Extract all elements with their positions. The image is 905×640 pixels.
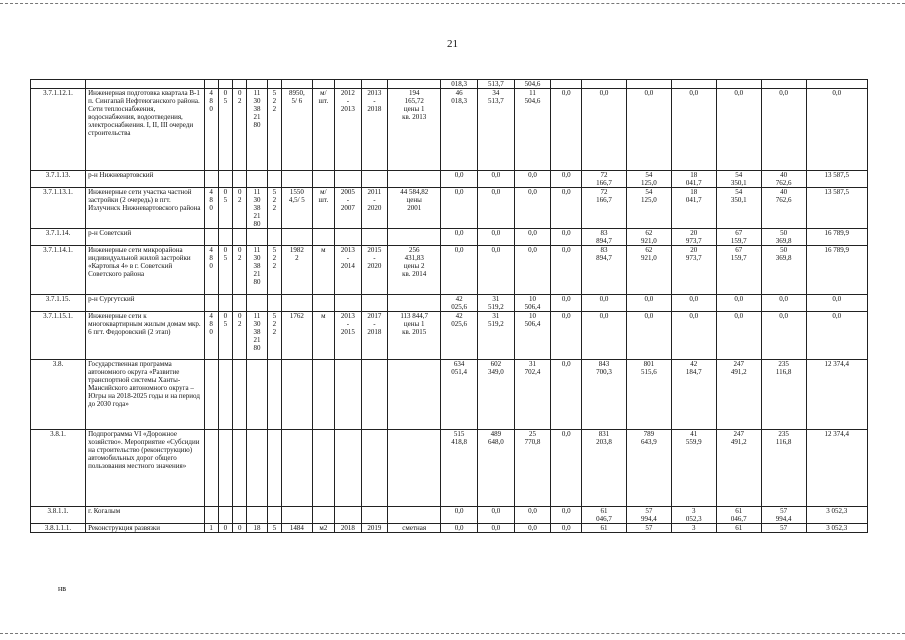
total-2019: 0,0 (582, 89, 627, 171)
col-mark-2 (218, 80, 232, 89)
budget-ao: 0,0 (477, 188, 514, 229)
total-2019: 72 166,7 (582, 188, 627, 229)
col-estimate: 44 584,82 цены 2001 (388, 188, 441, 229)
row-code: 3.7.1.14. (31, 229, 86, 246)
col-mark-3 (233, 430, 247, 507)
col-mark-2 (218, 229, 232, 246)
col-estimate: 113 844,7 цены 1 кв. 2015 (388, 312, 441, 360)
other-sources: 0,0 (551, 524, 582, 533)
col-mark-1 (204, 80, 218, 89)
ao-2019: 54 125,0 (626, 188, 671, 229)
col-type (267, 171, 281, 188)
footer-mark: нв (58, 584, 67, 593)
total-2020: 61 046,7 (716, 507, 761, 524)
budget-table (30, 79, 868, 533)
col-code: 18 (247, 524, 267, 533)
col-mark-1 (204, 360, 218, 430)
row-name: Реконструкция развязки (86, 524, 204, 533)
other-sources: 0,0 (551, 360, 582, 430)
col-mark-1 (204, 229, 218, 246)
col-mark-3: 0 2 (233, 246, 247, 295)
budget-mo: 11 504,6 (514, 89, 551, 171)
col-capacity (282, 295, 313, 312)
total-2019: 83 894,7 (582, 229, 627, 246)
table-row (31, 188, 868, 229)
ao-2020: 235 116,8 (761, 430, 806, 507)
col-code: 11 30 38 21 80 (247, 246, 267, 295)
col-mark-2 (218, 430, 232, 507)
col-code (247, 507, 267, 524)
col-unit (312, 229, 334, 246)
other-sources: 0,0 (551, 246, 582, 295)
mo-2020: 13 587,5 (806, 188, 867, 229)
col-end (361, 360, 388, 430)
top-scan-edge (0, 3, 905, 4)
row-name: Подпрограмма VI «Дорожное хозяйство». Мероприятие «Субсидии на строительство (реконструкцию) автомобильных дорог общего пользования местного значения» (86, 430, 204, 507)
table-row (31, 246, 868, 295)
total-2019: 831 203,8 (582, 430, 627, 507)
col-end (361, 295, 388, 312)
col-capacity (282, 171, 313, 188)
col-start (335, 430, 362, 507)
col-unit: м/ шт. (312, 89, 334, 171)
row-name: Инженерная подготовка квартала В-1 п. Сингапай Нефтеюганского района. Сети теплоснабжения, водоснабжения, водоотведения, электроснабжения. I, II, III очереди строительства (86, 89, 204, 171)
ao-2020: 235 116,8 (761, 360, 806, 430)
col-type (267, 360, 281, 430)
col-unit (312, 171, 334, 188)
row-code: 3.8.1. (31, 430, 86, 507)
row-code: 3.7.1.13.1. (31, 188, 86, 229)
col-estimate: 256 431,83 цены 2 кв. 2014 (388, 246, 441, 295)
col-code (247, 360, 267, 430)
col-code (247, 171, 267, 188)
total-2020: 67 159,7 (716, 229, 761, 246)
col-unit: м2 (312, 524, 334, 533)
total-cost: 0,0 (441, 188, 478, 229)
budget-ao: 0,0 (477, 524, 514, 533)
col-type: 5 2 2 (267, 246, 281, 295)
budget-ao: 513,7 (477, 80, 514, 89)
col-mark-3: 0 2 (233, 312, 247, 360)
ao-2020: 50 369,8 (761, 246, 806, 295)
col-end: 2013 - 2018 (361, 89, 388, 171)
col-type (267, 295, 281, 312)
col-mark-2: 0 5 (218, 89, 232, 171)
total-2019: 0,0 (582, 312, 627, 360)
col-estimate: сметная (388, 524, 441, 533)
col-capacity (282, 430, 313, 507)
col-mark-3: 0 2 (233, 188, 247, 229)
ao-2019: 54 125,0 (626, 171, 671, 188)
budget-ao: 0,0 (477, 246, 514, 295)
budget-ao: 31 519,2 (477, 312, 514, 360)
col-unit: м/ шт. (312, 188, 334, 229)
mo-2019: 20 973,7 (671, 246, 716, 295)
mo-2019: 42 184,7 (671, 360, 716, 430)
budget-mo: 504,6 (514, 80, 551, 89)
col-mark-1 (204, 295, 218, 312)
col-mark-1: 4 8 0 (204, 188, 218, 229)
other-sources: 0,0 (551, 171, 582, 188)
col-start: 2012 - 2013 (335, 89, 362, 171)
col-start (335, 507, 362, 524)
row-name: Инженерные сети к многоквартирным жилым домам мкр. 6 пгт. Федоровский (2 этап) (86, 312, 204, 360)
total-2019: 61 046,7 (582, 507, 627, 524)
total-cost: 42 025,6 (441, 295, 478, 312)
total-2020: 247 491,2 (716, 360, 761, 430)
col-start (335, 360, 362, 430)
col-start: 2005 - 2007 (335, 188, 362, 229)
total-2019: 0,0 (582, 295, 627, 312)
total-cost: 0,0 (441, 171, 478, 188)
col-type (267, 507, 281, 524)
mo-2019: 3 (671, 524, 716, 533)
table-row (31, 229, 868, 246)
col-mark-2: 0 5 (218, 188, 232, 229)
row-code: 3.7.1.12.1. (31, 89, 86, 171)
col-unit (312, 80, 334, 89)
col-start: 2013 - 2015 (335, 312, 362, 360)
col-code: 11 30 38 21 80 (247, 89, 267, 171)
mo-2020: 0,0 (806, 312, 867, 360)
col-capacity (282, 229, 313, 246)
ao-2019: 0,0 (626, 312, 671, 360)
col-type: 5 2 2 (267, 89, 281, 171)
col-end (361, 430, 388, 507)
mo-2020: 12 374,4 (806, 360, 867, 430)
col-mark-3: 0 2 (233, 89, 247, 171)
total-2020: 0,0 (716, 89, 761, 171)
other-sources: 0,0 (551, 507, 582, 524)
col-mark-1 (204, 430, 218, 507)
col-estimate (388, 507, 441, 524)
mo-2019: 41 559,9 (671, 430, 716, 507)
col-mark-1: 4 8 0 (204, 89, 218, 171)
table-row (31, 80, 868, 89)
mo-2020: 0,0 (806, 89, 867, 171)
col-start (335, 295, 362, 312)
table-row (31, 89, 868, 171)
col-mark-1 (204, 171, 218, 188)
budget-mo: 31 702,4 (514, 360, 551, 430)
col-estimate: 194 165,72 цены 1 кв. 2013 (388, 89, 441, 171)
budget-mo: 0,0 (514, 524, 551, 533)
total-cost: 515 418,8 (441, 430, 478, 507)
col-mark-1: 4 8 0 (204, 246, 218, 295)
col-end: 2017 - 2018 (361, 312, 388, 360)
col-unit: м (312, 246, 334, 295)
budget-mo: 0,0 (514, 229, 551, 246)
mo-2019: 0,0 (671, 89, 716, 171)
row-code: 3.7.1.14.1. (31, 246, 86, 295)
ao-2019: 801 515,6 (626, 360, 671, 430)
other-sources: 0,0 (551, 229, 582, 246)
budget-mo: 25 770,8 (514, 430, 551, 507)
table-row (31, 171, 868, 188)
ao-2019 (626, 80, 671, 89)
col-end: 2011 - 2020 (361, 188, 388, 229)
total-2019: 61 (582, 524, 627, 533)
col-estimate (388, 430, 441, 507)
ao-2019: 57 (626, 524, 671, 533)
row-code: 3.7.1.15. (31, 295, 86, 312)
row-name: р-н Нижневартовский (86, 171, 204, 188)
total-cost: 018,3 (441, 80, 478, 89)
total-cost: 0,0 (441, 246, 478, 295)
col-mark-2: 0 5 (218, 312, 232, 360)
col-capacity: 1550 4,5/ 5 (282, 188, 313, 229)
total-2020: 67 159,7 (716, 246, 761, 295)
mo-2020: 3 052,3 (806, 507, 867, 524)
total-cost: 0,0 (441, 507, 478, 524)
ao-2019: 57 994,4 (626, 507, 671, 524)
mo-2020: 16 789,9 (806, 246, 867, 295)
col-mark-2 (218, 507, 232, 524)
col-mark-2: 0 5 (218, 246, 232, 295)
col-mark-3 (233, 229, 247, 246)
table-row (31, 507, 868, 524)
budget-mo: 0,0 (514, 246, 551, 295)
budget-ao: 0,0 (477, 507, 514, 524)
other-sources: 0,0 (551, 295, 582, 312)
total-2019: 83 894,7 (582, 246, 627, 295)
col-mark-1: 1 (204, 524, 218, 533)
ao-2020: 0,0 (761, 89, 806, 171)
page-number: 21 (447, 38, 458, 50)
budget-mo: 10 506,4 (514, 295, 551, 312)
budget-ao: 31 519,2 (477, 295, 514, 312)
mo-2019: 0,0 (671, 295, 716, 312)
mo-2019: 18 041,7 (671, 171, 716, 188)
row-code: 3.8.1.1. (31, 507, 86, 524)
total-2020: 54 350,1 (716, 171, 761, 188)
budget-mo: 0,0 (514, 507, 551, 524)
row-code: 3.8. (31, 360, 86, 430)
budget-ao: 489 648,0 (477, 430, 514, 507)
table-row (31, 524, 868, 533)
row-code: 3.7.1.15.1. (31, 312, 86, 360)
col-capacity: 8950, 5/ 6 (282, 89, 313, 171)
total-cost: 0,0 (441, 524, 478, 533)
col-mark-1 (204, 507, 218, 524)
budget-mo: 0,0 (514, 188, 551, 229)
col-mark-3 (233, 80, 247, 89)
row-name: р-н Советский (86, 229, 204, 246)
budget-ao: 0,0 (477, 229, 514, 246)
mo-2020: 12 374,4 (806, 430, 867, 507)
budget-mo: 10 506,4 (514, 312, 551, 360)
ao-2019: 0,0 (626, 295, 671, 312)
col-capacity (282, 507, 313, 524)
ao-2020: 50 369,8 (761, 229, 806, 246)
col-mark-3: 0 (233, 524, 247, 533)
col-mark-2: 0 (218, 524, 232, 533)
total-2019 (582, 80, 627, 89)
col-estimate (388, 171, 441, 188)
col-type (267, 430, 281, 507)
col-capacity: 1762 (282, 312, 313, 360)
col-mark-3 (233, 360, 247, 430)
col-mark-2 (218, 360, 232, 430)
col-type: 5 (267, 524, 281, 533)
mo-2019: 20 973,7 (671, 229, 716, 246)
col-mark-1: 4 8 0 (204, 312, 218, 360)
row-name: Инженерные сети участка частной застройки (2 очередь) в пгт. Излучинск Нижневартовского района (86, 188, 204, 229)
col-mark-2 (218, 171, 232, 188)
total-2019: 72 166,7 (582, 171, 627, 188)
col-unit (312, 295, 334, 312)
ao-2019: 789 643,9 (626, 430, 671, 507)
col-unit (312, 360, 334, 430)
total-2020: 54 350,1 (716, 188, 761, 229)
col-estimate (388, 360, 441, 430)
mo-2019: 0,0 (671, 312, 716, 360)
col-start: 2018 (335, 524, 362, 533)
total-cost: 634 051,4 (441, 360, 478, 430)
row-name: г. Когалым (86, 507, 204, 524)
mo-2020: 0,0 (806, 295, 867, 312)
other-sources: 0,0 (551, 89, 582, 171)
other-sources: 0,0 (551, 430, 582, 507)
table-row (31, 360, 868, 430)
ao-2019: 62 921,0 (626, 246, 671, 295)
col-code: 11 30 38 21 80 (247, 188, 267, 229)
table-row (31, 430, 868, 507)
table-row (31, 312, 868, 360)
col-mark-2 (218, 295, 232, 312)
row-code: 3.7.1.13. (31, 171, 86, 188)
total-cost: 46 018,3 (441, 89, 478, 171)
col-capacity: 1982 2 (282, 246, 313, 295)
col-mark-3 (233, 507, 247, 524)
col-estimate (388, 80, 441, 89)
mo-2020: 3 052,3 (806, 524, 867, 533)
ao-2019: 0,0 (626, 89, 671, 171)
col-start (335, 80, 362, 89)
ao-2020 (761, 80, 806, 89)
total-2020 (716, 80, 761, 89)
col-capacity (282, 360, 313, 430)
ao-2020: 0,0 (761, 312, 806, 360)
row-code: 3.8.1.1.1. (31, 524, 86, 533)
col-capacity: 1484 (282, 524, 313, 533)
ao-2020: 40 762,6 (761, 188, 806, 229)
col-end: 2015 - 2020 (361, 246, 388, 295)
mo-2019: 18 041,7 (671, 188, 716, 229)
total-2020: 61 (716, 524, 761, 533)
mo-2020 (806, 80, 867, 89)
col-end (361, 229, 388, 246)
row-name: р-н Сургутский (86, 295, 204, 312)
total-2020: 0,0 (716, 295, 761, 312)
col-type: 5 2 2 (267, 188, 281, 229)
mo-2019: 3 052,3 (671, 507, 716, 524)
col-type: 5 2 2 (267, 312, 281, 360)
col-type (267, 80, 281, 89)
col-code (247, 229, 267, 246)
row-name: Государственная программа автономного округа «Развитие транспортной системы Ханты-Мансийского автономного округа – Югры на 2018-2025 годы и на период до 2030 года» (86, 360, 204, 430)
col-unit: м (312, 312, 334, 360)
col-start (335, 229, 362, 246)
row-code (31, 80, 86, 89)
bottom-scan-edge (0, 633, 905, 634)
mo-2020: 16 789,9 (806, 229, 867, 246)
col-start: 2013 - 2014 (335, 246, 362, 295)
ao-2020: 57 994,4 (761, 507, 806, 524)
col-code (247, 80, 267, 89)
ao-2019: 62 921,0 (626, 229, 671, 246)
total-cost: 0,0 (441, 229, 478, 246)
col-end (361, 507, 388, 524)
col-code (247, 430, 267, 507)
total-2020: 247 491,2 (716, 430, 761, 507)
other-sources (551, 80, 582, 89)
col-mark-3 (233, 171, 247, 188)
col-unit (312, 507, 334, 524)
ao-2020: 0,0 (761, 295, 806, 312)
budget-mo: 0,0 (514, 171, 551, 188)
col-end (361, 171, 388, 188)
col-code: 11 30 38 21 80 (247, 312, 267, 360)
col-code (247, 295, 267, 312)
budget-ao: 602 349,0 (477, 360, 514, 430)
other-sources: 0,0 (551, 188, 582, 229)
budget-ao: 34 513,7 (477, 89, 514, 171)
row-name: Инженерные сети микрорайона индивидуальной жилой застройки «Картопья 4» в г. Советский Советского района (86, 246, 204, 295)
ao-2020: 40 762,6 (761, 171, 806, 188)
col-unit (312, 430, 334, 507)
col-type (267, 229, 281, 246)
col-capacity (282, 80, 313, 89)
other-sources: 0,0 (551, 312, 582, 360)
total-cost: 42 025,6 (441, 312, 478, 360)
ao-2020: 57 (761, 524, 806, 533)
table-row (31, 295, 868, 312)
col-mark-3 (233, 295, 247, 312)
total-2020: 0,0 (716, 312, 761, 360)
col-end: 2019 (361, 524, 388, 533)
mo-2019 (671, 80, 716, 89)
budget-ao: 0,0 (477, 171, 514, 188)
total-2019: 843 700,3 (582, 360, 627, 430)
col-estimate (388, 295, 441, 312)
mo-2020: 13 587,5 (806, 171, 867, 188)
col-start (335, 171, 362, 188)
col-estimate (388, 229, 441, 246)
col-end (361, 80, 388, 89)
row-name (86, 80, 204, 89)
